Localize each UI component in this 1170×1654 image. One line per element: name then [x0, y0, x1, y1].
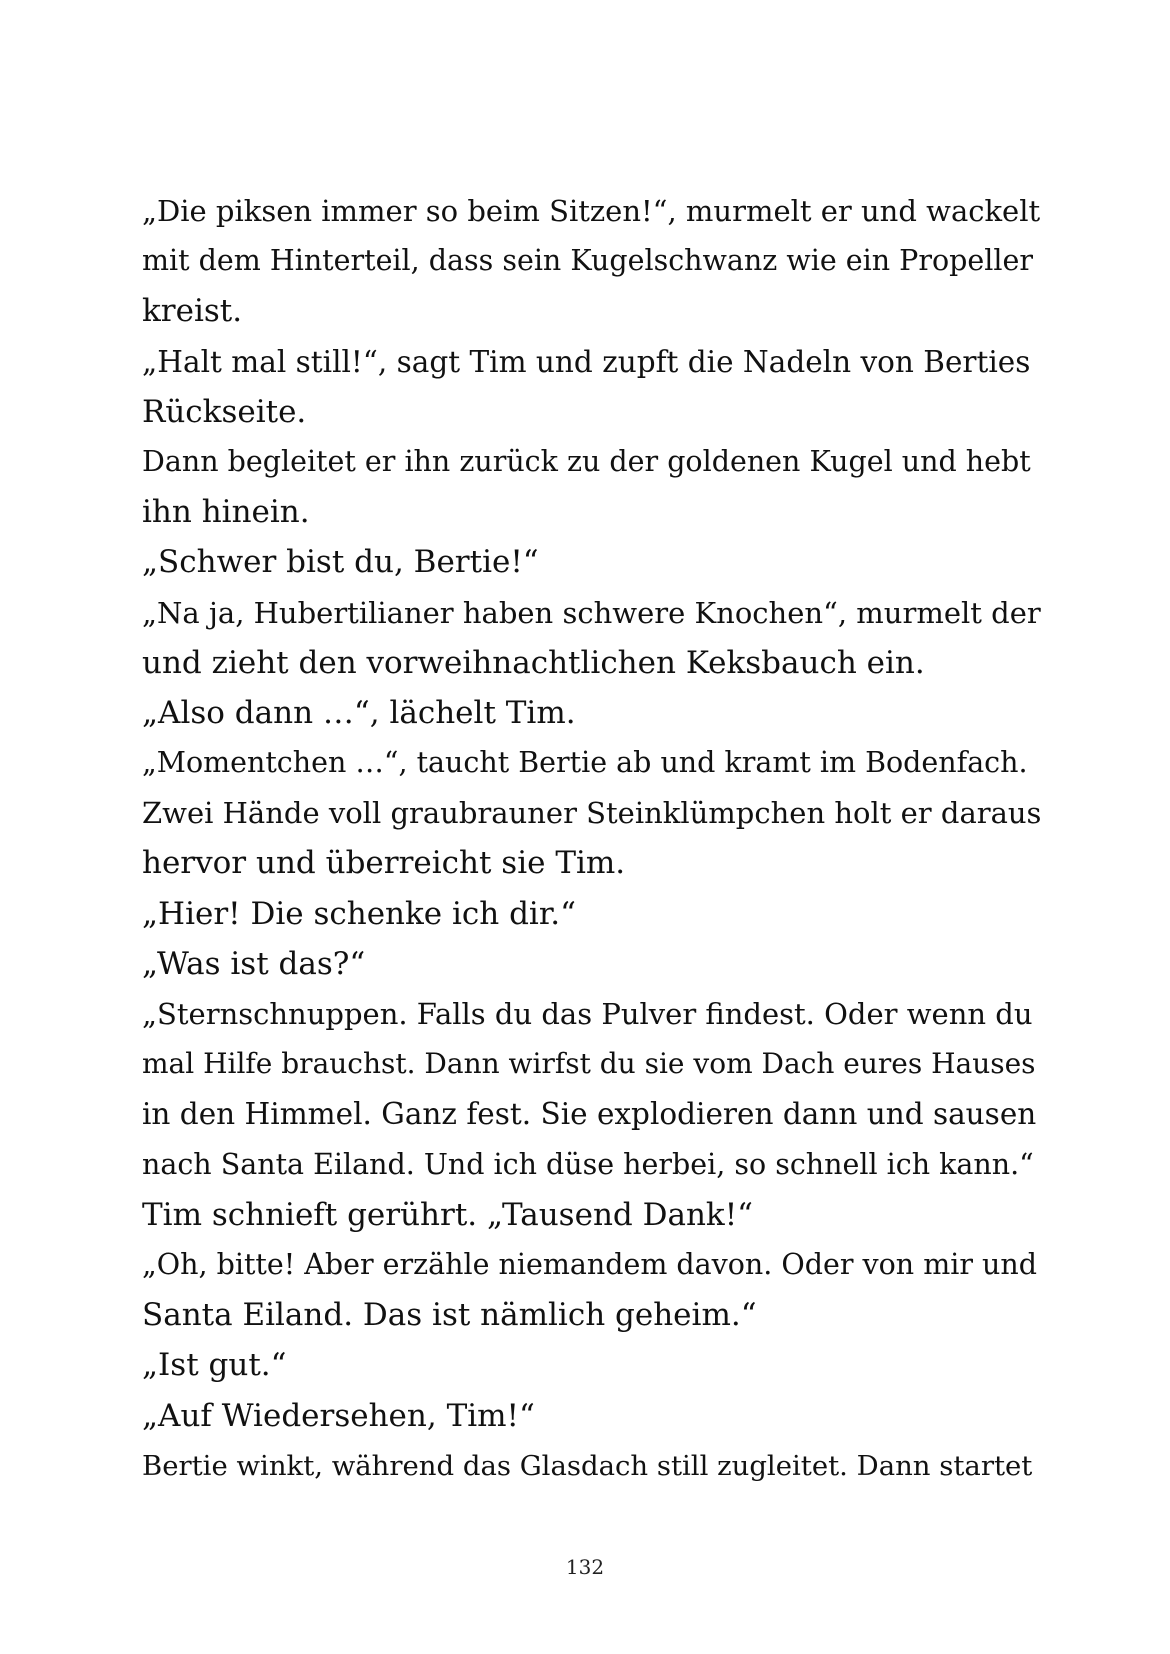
text-line: hervor und überreicht sie Tim. [142, 845, 626, 882]
text-line: „Momentchen …“, taucht Bertie ab und kramt im Bodenfach. [142, 746, 1028, 780]
text-line: „Ist gut.“ [142, 1347, 287, 1384]
text-line: Zwei Hände voll graubrauner Steinklümpchen holt er daraus [142, 796, 1042, 831]
text-line: in den Himmel. Ganz fest. Sie explodieren dann und sausen [142, 1097, 1037, 1132]
text-line: „Oh, bitte! Aber erzähle niemandem davon. Oder von mir und [142, 1247, 1037, 1281]
text-line: Rückseite. [142, 393, 307, 430]
text-line: „Schwer bist du, Bertie!“ [142, 544, 539, 581]
text-line: Dann begleitet er ihn zurück zu der goldenen Kugel und hebt [142, 444, 1031, 478]
body-text [142, 186, 1042, 1491]
page-number: 132 [565, 1555, 605, 1579]
text-line: mit dem Hinterteil, dass sein Kugelschwanz wie ein Propeller [142, 244, 1033, 278]
text-line: ihn hinein. [142, 494, 310, 531]
text-line: „Also dann …“, lächelt Tim. [142, 694, 576, 731]
text-line: „Was ist das?“ [142, 945, 366, 982]
text-line: „Na ja, Hubertilianer haben schwere Knochen“, murmelt der [142, 595, 1041, 630]
text-line: nach Santa Eiland. Und ich düse herbei, so schnell ich kann.“ [142, 1147, 1034, 1181]
text-line: „Sternschnuppen. Falls du das Pulver findest. Oder wenn du [142, 997, 1033, 1031]
text-line: „Hier! Die schenke ich dir.“ [142, 895, 576, 932]
text-line: Bertie winkt, während das Glasdach still zugleitet. Dann startet [142, 1449, 1033, 1482]
text-line: und zieht den vorweihnachtlichen Keksbauch ein. [142, 644, 925, 681]
text-line: Santa Eiland. Das ist nämlich geheim.“ [142, 1297, 757, 1334]
text-line: „Die piksen immer so beim Sitzen!“, murmelt er und wackelt [142, 194, 1041, 228]
text-line: Tim schnieft gerührt. „Tausend Dank!“ [142, 1196, 753, 1233]
text-line: „Auf Wiedersehen, Tim!“ [142, 1397, 535, 1434]
text-line: mal Hilfe brauchst. Dann wirfst du sie vom Dach eures Hauses [142, 1047, 1036, 1081]
text-line: „Halt mal still!“, sagt Tim und zupft die Nadeln von Berties [142, 344, 1031, 379]
text-line: kreist. [142, 293, 243, 330]
